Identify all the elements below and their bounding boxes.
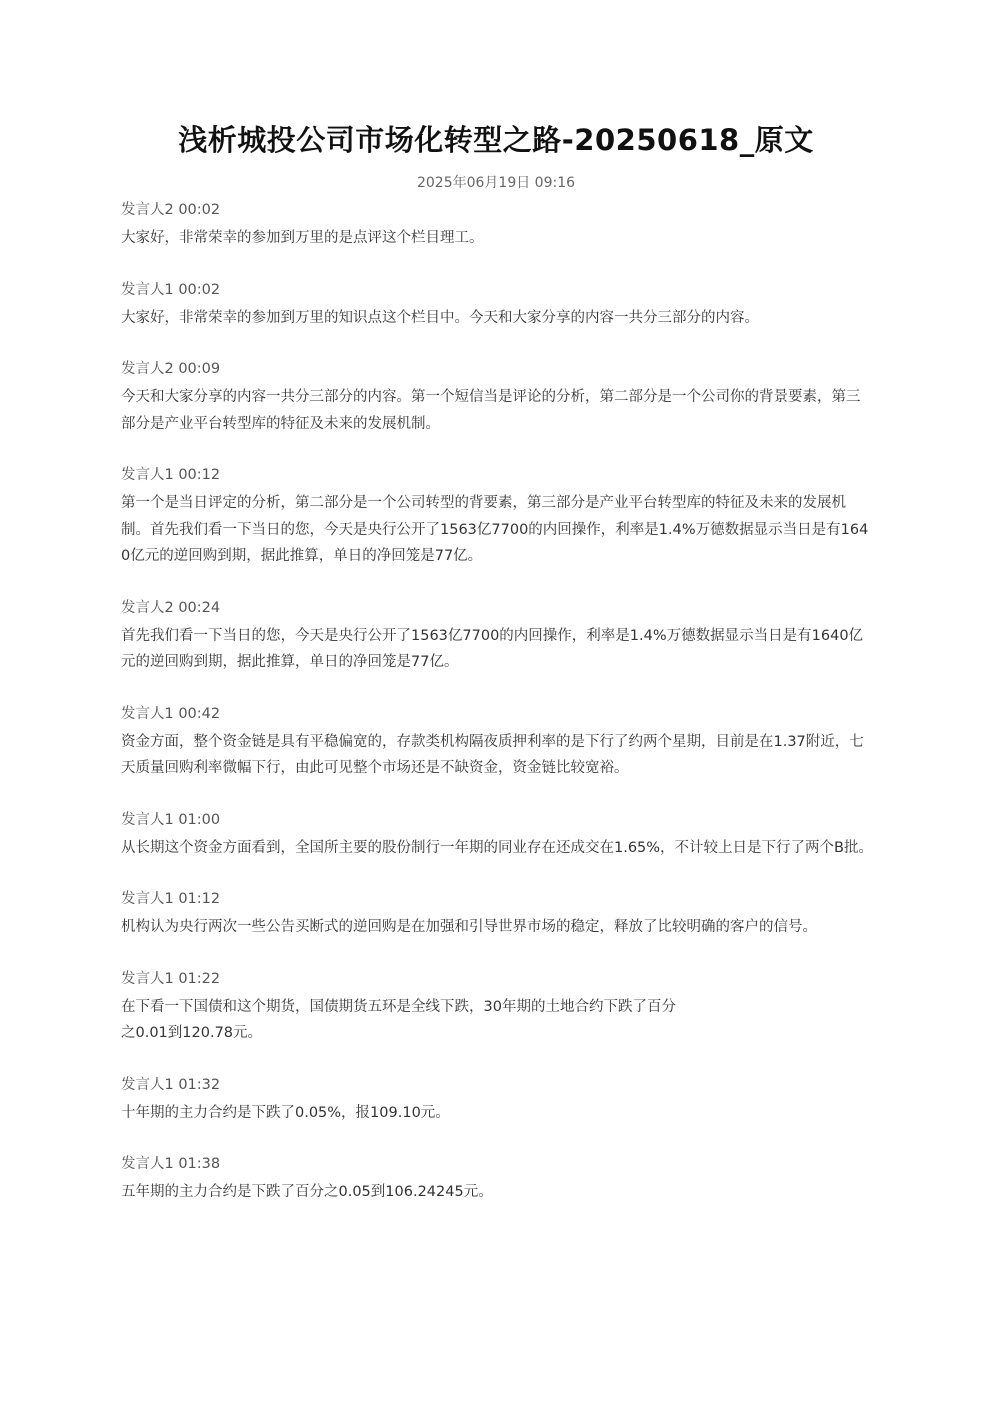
speaker-timestamp: 发言人2 00:24 xyxy=(121,599,221,616)
speaker-timestamp: 发言人1 00:02 xyxy=(121,281,221,298)
document-datetime: 2025年06月19日 09:16 xyxy=(416,175,576,191)
speaker-timestamp: 发言人1 01:00 xyxy=(121,811,221,828)
speaker-timestamp: 发言人2 00:02 xyxy=(121,202,221,218)
utterance-text: 十年期的主力合约是下跌了0.05%，报109.10元。 xyxy=(121,1104,450,1121)
transcript-entry xyxy=(121,199,873,252)
speaker-timestamp: 发言人1 00:12 xyxy=(121,467,221,483)
speaker-timestamp: 发言人1 01:38 xyxy=(121,1156,221,1172)
transcript-entry xyxy=(121,1074,873,1127)
speaker-timestamp: 发言人1 01:32 xyxy=(121,1076,221,1093)
speaker-timestamp: 发言人1 01:12 xyxy=(121,891,221,907)
speaker-timestamp: 发言人1 01:22 xyxy=(121,970,221,987)
utterance-text: 五年期的主力合约是下跌了百分之0.05到106.24245元。 xyxy=(121,1184,493,1200)
utterance-text: 资金方面，整个资金链是具有平稳偏宽的，存款类机构隔夜质押利率的是下行了约两个星期，目前是在1.37附近，七天质量回购利率微幅下行，由此可见整个市场还是不缺资金，资金链比较宽裕。 xyxy=(121,733,864,776)
utterance-text: 首先我们看一下当日的您，今天是央行公开了1563亿7700的内回操作，利率是1.4%万德数据显示当日是有1640亿元的逆回购到期，据此推算，单日的净回笼是77亿。 xyxy=(121,627,864,670)
utterance-text: 大家好，非常荣幸的参加到万里的是点评这个栏目理工。 xyxy=(121,230,484,246)
transcript-entry xyxy=(121,968,873,1047)
utterance-text: 机构认为央行两次一些公告买断式的逆回购是在加强和引导世界市场的稳定，释放了比较明确的客户的信号。 xyxy=(121,919,817,935)
document-title: 浅析城投公司市场化转型之路-20250618_原文 xyxy=(178,123,814,157)
transcript-entry xyxy=(121,1153,873,1206)
utterance-text: 从长期这个资金方面看到，全国所主要的股份制行一年期的同业存在还成交在1.65%，不计较上日是下行了两个B批。 xyxy=(121,839,874,856)
transcript-entry xyxy=(121,464,873,570)
transcript xyxy=(121,199,873,1233)
utterance-text: 大家好，非常荣幸的参加到万里的知识点这个栏目中。今天和大家分享的内容一共分三部分的内容。 xyxy=(121,309,759,326)
transcript-entry xyxy=(121,358,873,437)
transcript-entry xyxy=(121,888,873,941)
speaker-timestamp: 发言人1 00:42 xyxy=(121,705,221,722)
transcript-entry xyxy=(121,279,873,332)
utterance-text: 第一个是当日评定的分析，第二部分是一个公司转型的背要素，第三部分是产业平台转型库的特征及未来的发展机制。首先我们看一下当日的您，今天是央行公开了1563亿7700的内回操作，利率是1.4%万德数据显示当日是有1640亿元的逆回购到期，据此推算，单日的净回笼是77亿。 xyxy=(121,495,869,564)
utterance-line: 在下看一下国债和这个期货，国债期货五环是全线下跌，30年期的土地合约下跌了百分 xyxy=(121,998,676,1015)
transcript-entry xyxy=(121,809,873,862)
transcript-entry xyxy=(121,703,873,782)
transcript-entry xyxy=(121,597,873,676)
utterance-text xyxy=(121,994,873,1047)
utterance-line: 之0.01到120.78元。 xyxy=(121,1025,263,1041)
speaker-timestamp: 发言人2 00:09 xyxy=(121,361,221,377)
utterance-text: 今天和大家分享的内容一共分三部分的内容。第一个短信当是评论的分析，第二部分是一个公司你的背景要素，第三部分是产业平台转型库的特征及未来的发展机制。 xyxy=(121,389,861,432)
